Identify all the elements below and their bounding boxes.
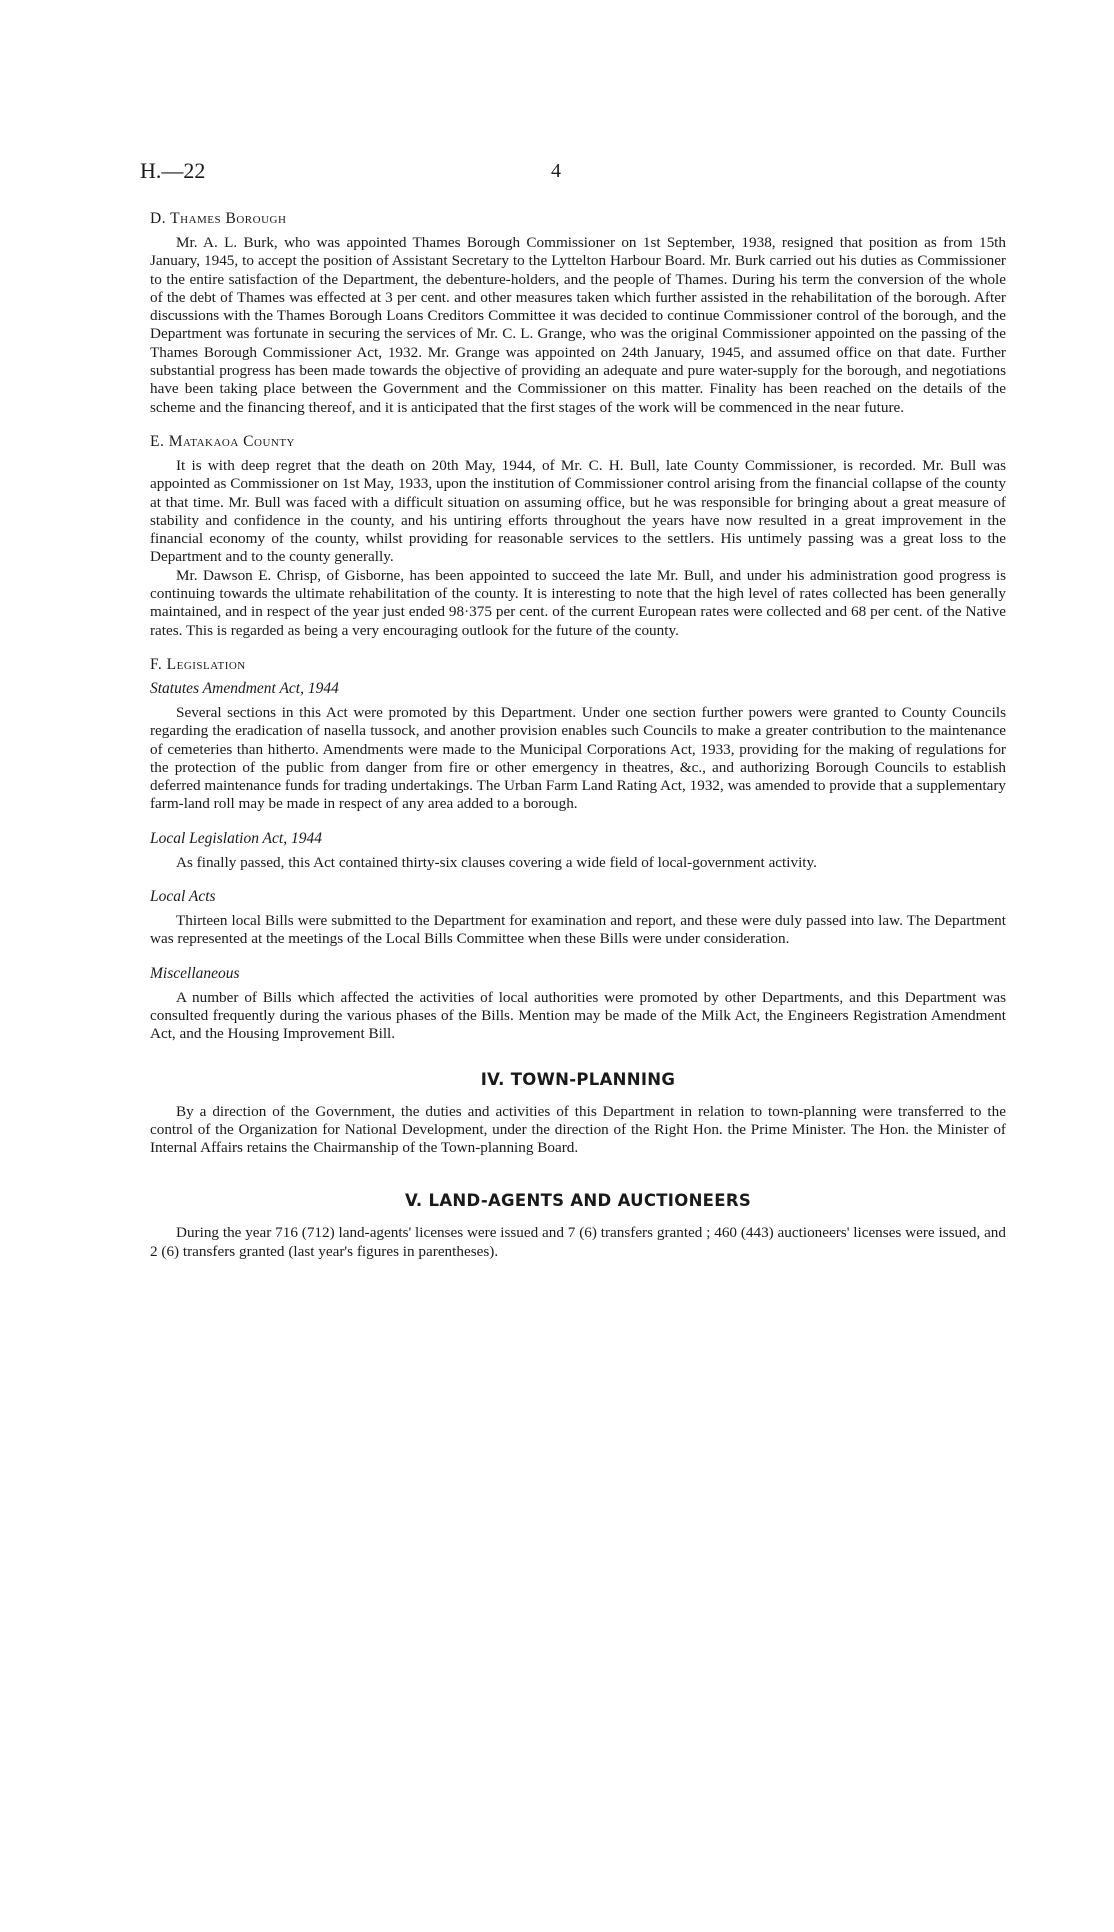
subsection-statutes-amendment [150, 680, 1006, 814]
paragraph: Mr. A. L. Burk, who was appointed Thames Borough Commissioner on 1st September, 1938, resigned that position as from 15th January, 1945, to accept the position of Assistant Secretary to the Lyttelton Harbour Board. Mr. Burk carried out his duties as Commissioner to the entire satisfaction of the Department, the debenture-holders, and the people of Thames. During his term the conversion of the whole of the debt of Thames was effected at 3 per cent. and other measures taken which further assisted in the rehabilitation of the borough. After discussions with the Thames Borough Loans Creditors Committee it was decided to continue Commissioner control of the borough, and the Department was fortunate in securing the services of Mr. C. L. Grange, who was the original Commissioner appointed on the passing of the Thames Borough Commissioner Act, 1932. Mr. Grange was appointed on 24th January, 1945, and assumed office on that date. Further substantial progress has been made towards the objective of providing an adequate and pure water-supply for the borough, and negotiations have been taking place between the Government and the Commissioner on this matter. Finality has been reached on the details of the scheme and the financing thereof, and it is anticipated that the first stages of the work will be commenced in the near future. [150, 234, 1006, 416]
section-heading: D. Thames Borough [150, 210, 287, 227]
paragraph: Several sections in this Act were promoted by this Department. Under one section further powers were granted to County Councils regarding the eradication of nasella tussock, and another provision enables such Councils to make a greater contribution to the maintenance of cemeteries than hitherto. Amendments were made to the Municipal Corporations Act, 1933, providing for the making of regulations for the protection of the public from danger from fire or other emergency in theatres, &c., and authorizing Borough Councils to establish deferred maintenance funds for trading undertakings. The Urban Farm Land Rating Act, 1932, was amended to provide that a supplementary farm-land roll may be made in respect of any area added to a borough. [150, 703, 1006, 813]
page-number: 4 [551, 160, 561, 182]
major-heading: V. LAND-AGENTS AND AUCTIONEERS [404, 1191, 752, 1211]
paragraph: It is with deep regret that the death on 20th May, 1944, of Mr. C. H. Bull, late County Commissioner, is recorded. Mr. Bull was appointed as Commissioner on 1st May, 1933, upon the institution of Commissioner control arising from the financial collapse of the county at that time. Mr. Bull was faced with a difficult situation on assuming office, but he was responsible for bringing about a great measure of stability and confidence in the county, and his untiring efforts throughout the years have now resulted in a great improvement in the financial economy of the county, whilst providing for reasonable services to the settlers. His untimely passing was a great loss to the Department and to the county generally. [150, 456, 1006, 566]
subsection-local-acts [150, 888, 1006, 949]
subsection-miscellaneous [150, 965, 1006, 1044]
document-reference: H.—22 [140, 158, 206, 183]
subsection-local-legislation [150, 830, 1006, 872]
section-heading: F. Legislation [150, 655, 246, 673]
page-content [150, 210, 1006, 1261]
section-heading: E. Matakaoa County [150, 432, 295, 450]
subsection-title: Local Legislation Act, 1944 [150, 829, 322, 847]
paragraph: A number of Bills which affected the activities of local authorities were promoted by other Departments, and this Department was consulted frequently during the various phases of the Bills. Mention may be made of the Milk Act, the Engineers Registration Amendment Act, and the Housing Improvement Bill. [150, 988, 1006, 1043]
section-town-planning [150, 1070, 1006, 1158]
subsection-title: Statutes Amendment Act, 1944 [150, 679, 339, 697]
paragraph: Thirteen local Bills were submitted to the Department for examination and report, and these were duly passed into law. The Department was represented at the meetings of the Local Bills Committee when these Bills were under consideration. [150, 912, 1006, 948]
paragraph: As finally passed, this Act contained thirty-six clauses covering a wide field of local-government activity. [176, 853, 817, 871]
major-heading: IV. TOWN-PLANNING [480, 1069, 676, 1089]
subsection-title: Local Acts [150, 888, 216, 906]
section-matakaoa-county [150, 433, 1006, 640]
section-thames-borough [150, 210, 1006, 417]
paragraph: By a direction of the Government, the duties and activities of this Department in relation to town-planning were transferred to the control of the Organization for National Development, under the direction of the Right Hon. the Prime Minister. The Hon. the Minister of Internal Affairs retains the Chairmanship of the Town-planning Board. [150, 1102, 1006, 1157]
subsection-title: Miscellaneous [150, 964, 240, 982]
section-land-agents [150, 1191, 1006, 1261]
paragraph: Mr. Dawson E. Chrisp, of Gisborne, has been appointed to succeed the late Mr. Bull, and under his administration good progress is continuing towards the ultimate rehabilitation of the county. It is interesting to note that the high level of rates collected has been generally maintained, and in respect of the year just ended 98·375 per cent. of the current European rates were collected and 68 per cent. of the Native rates. This is regarded as being a very encouraging outlook for the future of the county. [150, 566, 1006, 639]
paragraph: During the year 716 (712) land-agents' licenses were issued and 7 (6) transfers granted ; 460 (443) auctioneers' licenses were issued, and 2 (6) transfers granted (last year's figures in parentheses). [150, 1224, 1006, 1260]
section-legislation [150, 656, 1006, 1044]
